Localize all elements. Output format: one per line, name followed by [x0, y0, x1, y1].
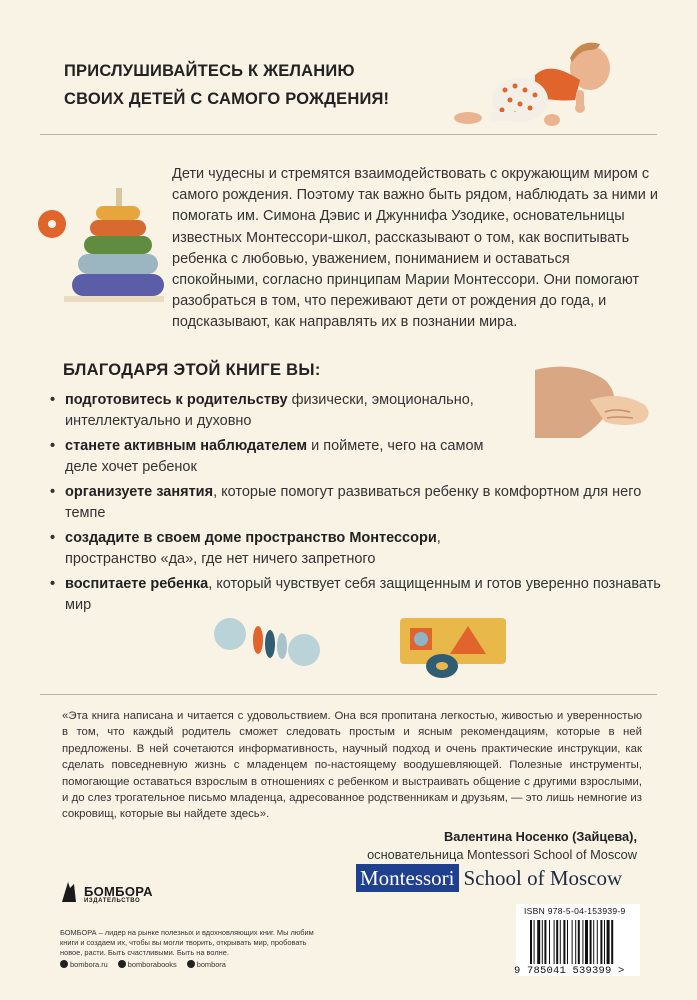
isbn-label: ISBN 978-5-04-153939-9	[524, 906, 626, 916]
author-name: Валентина Носенко (Зайцева),	[443, 829, 637, 844]
benefit-bold: станете активным наблюдателем	[65, 438, 308, 454]
benefit-rest: , пространство «да», где нет ничего запретного	[65, 530, 441, 567]
publisher-logo	[60, 880, 153, 904]
logo-boxed-text: Montessori	[356, 864, 459, 892]
benefit-rest: , который чувствует себя защищенным и готов уверенно познавать мир	[65, 576, 661, 613]
publisher-brand: БОМБОРА	[84, 884, 153, 899]
vk-icon	[118, 960, 126, 968]
benefit-rest: физически, эмоционально, интеллектуально и духовно	[65, 392, 474, 429]
intro-paragraph: Дети чудесны и стремятся взаимодействовать с окружающим миром с самого рождения. Поэтому так важно быть рядом, наблюдать за ними и помогать им. Симона Дэвис и Джуннифа Узодике, основательницы известных Монтессори-школ, рассказывают о том, как воспитывать ребенка с любовью, уважением, пониманием и оставаться спокойными, согласно принципам Марии Монтессори. Они помогают разобраться в том, что переживают дети от рождения до года, и подсказывают, как направлять их в познании мира.	[172, 166, 658, 331]
headline	[64, 57, 484, 113]
publisher-description: БОМБОРА – лидер на рынке полезных и вдохновляющих книг. Мы любим книги и создаем их, чтобы вы могли творить, открывать мир, пробовать новое, расти. Быть счастливыми. Быть на волне.	[60, 928, 314, 957]
barcode-bar	[590, 920, 592, 964]
social-label: bombora.ru	[70, 960, 108, 969]
barcode-bar	[563, 920, 565, 964]
list-item	[50, 390, 520, 432]
testimonial-author	[367, 828, 637, 864]
list-item	[50, 574, 670, 616]
barcode-bar	[542, 920, 543, 964]
barcode-bar	[585, 920, 588, 964]
benefit-bold: организуете занятия	[65, 484, 214, 500]
barcode-bar	[549, 920, 550, 964]
social-label: bomborabooks	[127, 960, 177, 969]
barcode-bar	[534, 920, 535, 964]
testimonial-quote: «Эта книга написана и читается с удовольствием. Она вся пропитана легкостью, живостью и уверенностью в том, что каждый родитель сможет следовать простым и ясным рекомендациям, которые в ней предложены. В ней сочетаются информативность, научный подход и очень практические инструкции, как сделать повседневную жизнь с младенцем по-настоящему воодушевляющей. Полезные инструменты, помогающие оставаться взрослым в отношениях с ребенком и выстраивать общение с другими взрослыми, и до слез трогательное письмо младенца, адресованное родственникам и друзьям, — это лишь немногие из сокровищ, которые вы найдете здесь».	[62, 710, 642, 821]
stacking-rings-toy-illustration	[36, 188, 166, 308]
benefits-title: БЛАГОДАРЯ ЭТОЙ КНИГЕ ВЫ:	[63, 361, 321, 379]
social-label: bombora	[196, 960, 226, 969]
youtube-icon	[187, 960, 195, 968]
benefits-list	[50, 390, 661, 620]
list-item	[50, 482, 670, 524]
barcode-bar	[556, 920, 558, 964]
benefit-bold: подготовитесь к родительству	[65, 392, 288, 408]
barcode-bar	[597, 920, 598, 964]
barcode-bar	[575, 920, 576, 964]
divider	[40, 694, 657, 695]
benefit-rest: и поймете, чего на самом деле хочет ребенок	[65, 438, 484, 475]
barcode-bar	[530, 920, 532, 964]
barcode-bar	[611, 920, 613, 964]
crawling-baby-illustration	[440, 20, 640, 135]
barcode-bar	[537, 920, 540, 964]
headline-line-1: ПРИСЛУШИВАЙТЕСЬ К ЖЕЛАНИЮ	[64, 62, 355, 80]
montessori-school-logo	[356, 864, 622, 892]
benefit-bold: воспитаете ребенка	[65, 576, 209, 592]
bombora-logo-icon	[60, 880, 78, 904]
social-link-vk[interactable]	[118, 960, 177, 969]
barcode-bar	[607, 920, 610, 964]
hands-illustration	[535, 360, 655, 455]
barcode-bar	[604, 920, 605, 964]
divider	[40, 134, 657, 135]
publisher-sub: ИЗДАТЕЛЬСТВО	[84, 898, 141, 904]
publisher-socials	[60, 960, 226, 969]
globe-icon	[60, 960, 68, 968]
barcode-digits: 9 785041 539399 >	[514, 965, 625, 977]
barcode-bar	[567, 920, 568, 964]
list-item	[50, 436, 520, 478]
benefit-bold: создадите в своем доме пространство Монтессори	[65, 530, 437, 546]
benefit-rest: , которые помогут развиваться ребенку в комфортном для него темпе	[65, 484, 642, 521]
author-role: основательница Montessori School of Moscow	[367, 847, 637, 862]
social-link-youtube[interactable]	[187, 960, 226, 969]
barcode-bar	[560, 920, 561, 964]
barcode-bar	[593, 920, 594, 964]
rattle-illustration	[212, 610, 324, 670]
barcode-bar	[572, 920, 573, 964]
headline-line-2: СВОИХ ДЕТЕЙ С САМОГО РОЖДЕНИЯ!	[64, 90, 390, 108]
barcode-bar	[582, 920, 583, 964]
barcode-bar	[578, 920, 580, 964]
social-link-site[interactable]	[60, 960, 108, 969]
logo-rest-text: School of Moscow	[463, 866, 623, 890]
barcode-bar	[544, 920, 546, 964]
barcode-bar	[554, 920, 555, 964]
shape-puzzle-illustration	[398, 612, 510, 682]
list-item	[50, 528, 520, 570]
barcode-bar	[600, 920, 602, 964]
barcode-icon	[530, 920, 636, 964]
